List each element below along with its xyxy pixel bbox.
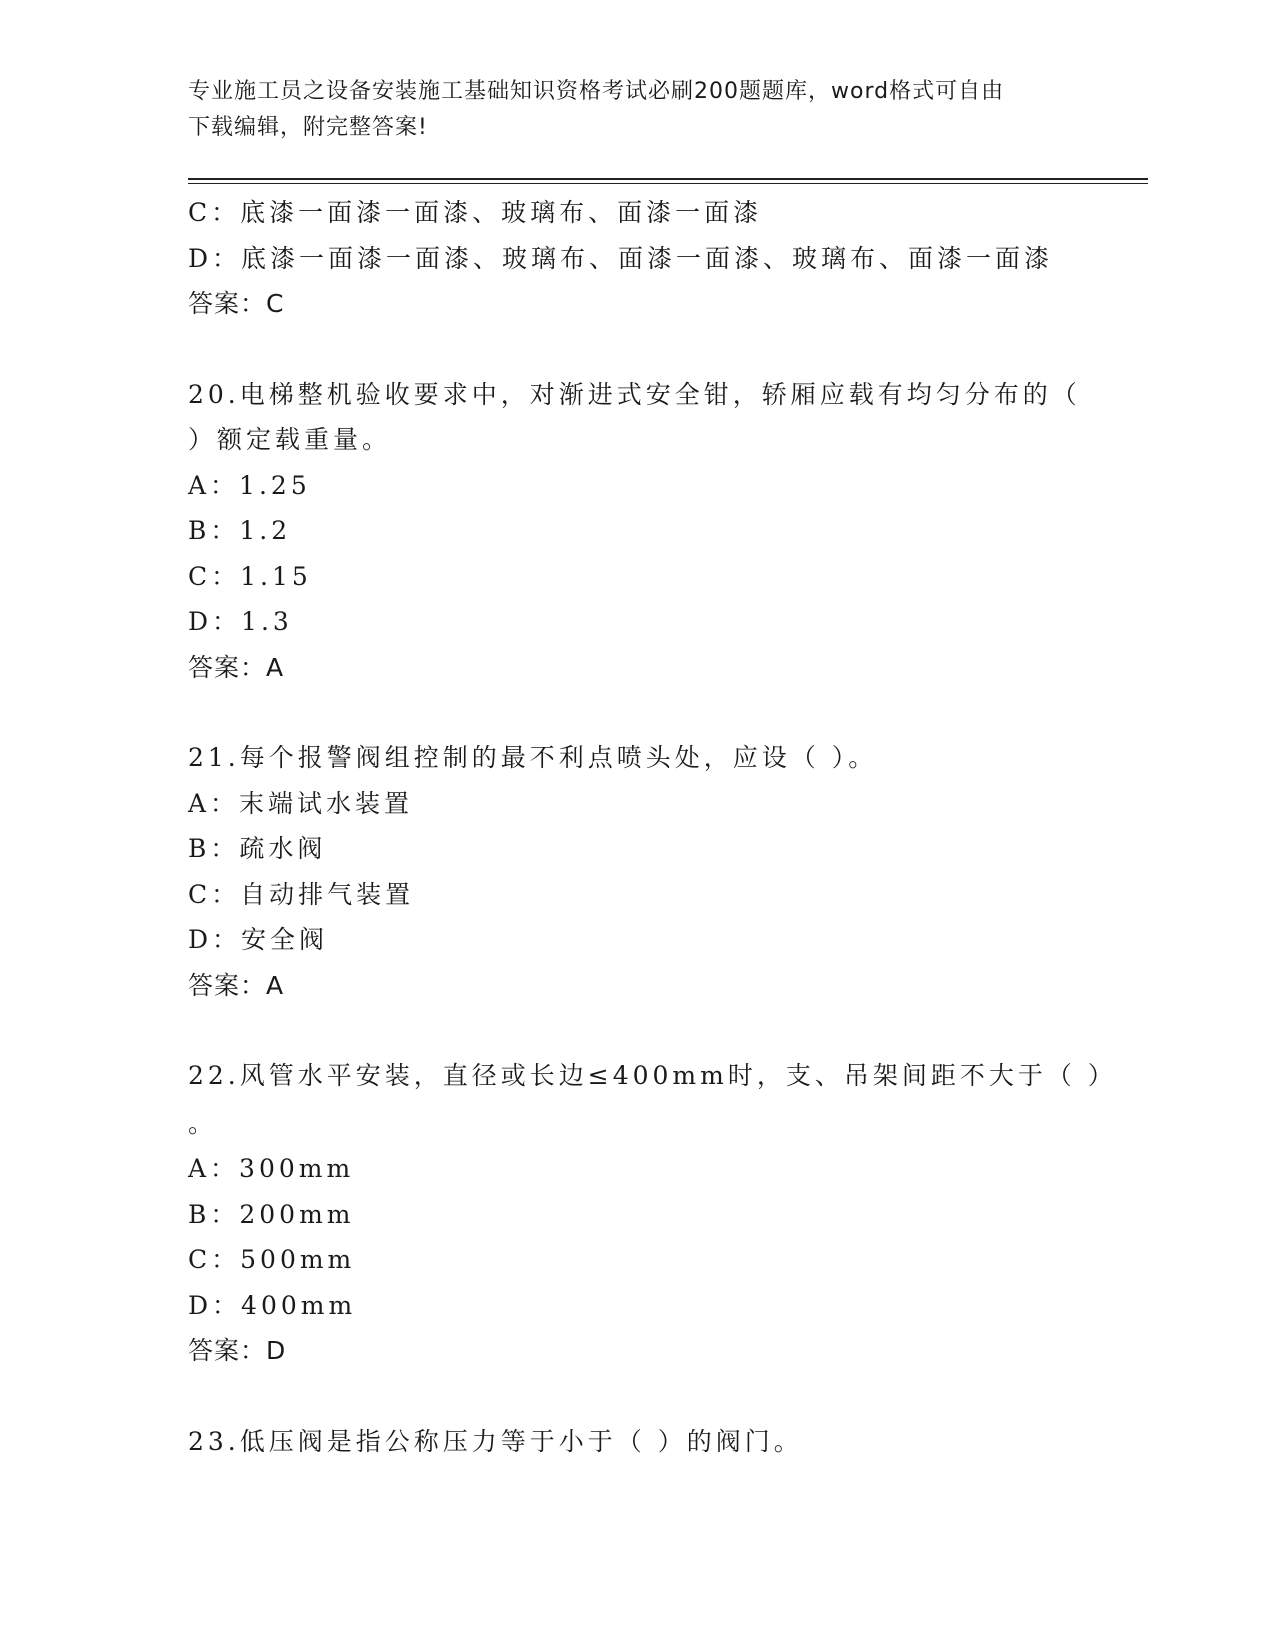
question-stem-continued: ）额定载重量。 (188, 425, 392, 454)
answer-line: 答案：C (188, 289, 285, 318)
option-a: A：末端试水装置 (188, 788, 414, 818)
question-23 (188, 1419, 1148, 1465)
option-a: A：300mm (188, 1154, 355, 1183)
question-stem: 22.风管水平安装，直径或长边≤400mm时，支、吊架间距不大于（ ） (188, 1061, 1117, 1090)
option-b: B：1.2 (188, 516, 292, 545)
question-list (188, 190, 1148, 1464)
option-c: C：自动排气装置 (188, 879, 415, 909)
option-b: B：疏水阀 (188, 834, 327, 863)
question-21 (188, 735, 1148, 1008)
header-divider (188, 178, 1148, 184)
option-b: B：200mm (188, 1199, 355, 1229)
question-19-tail (188, 190, 1148, 327)
option-a: A：1.25 (188, 470, 311, 500)
question-stem: 21.每个报警阀组控制的最不利点喷头处，应设（ ）。 (188, 743, 878, 772)
option-d: D：1.3 (188, 607, 293, 636)
question-stem: 23.低压阀是指公称压力等于小于（ ）的阀门。 (188, 1426, 803, 1456)
header-line-1: 专业施工员之设备安装施工基础知识资格考试必刷200题题库，word格式可自由 (188, 79, 1005, 104)
answer-line: 答案：A (188, 970, 285, 1000)
document-header (188, 74, 1088, 146)
question-20 (188, 372, 1148, 691)
question-22 (188, 1053, 1148, 1374)
option-c: C：1.15 (188, 561, 312, 591)
option-c: C：500mm (188, 1245, 356, 1274)
option-d: D：底漆一面漆一面漆、玻璃布、面漆一面漆、玻璃布、面漆一面漆 (188, 243, 1054, 273)
answer-line: 答案：A (188, 652, 285, 682)
header-line-2: 下载编辑，附完整答案! (188, 115, 428, 140)
question-stem: 20.电梯整机验收要求中，对渐进式安全钳，轿厢应载有均匀分布的（ (188, 379, 1081, 409)
option-d: D：安全阀 (188, 925, 329, 954)
option-c: C：底漆一面漆一面漆、玻璃布、面漆一面漆 (188, 198, 763, 227)
answer-line: 答案：D (188, 1336, 287, 1365)
question-stem-continued: 。 (188, 1108, 218, 1138)
option-d: D：400mm (188, 1290, 357, 1320)
